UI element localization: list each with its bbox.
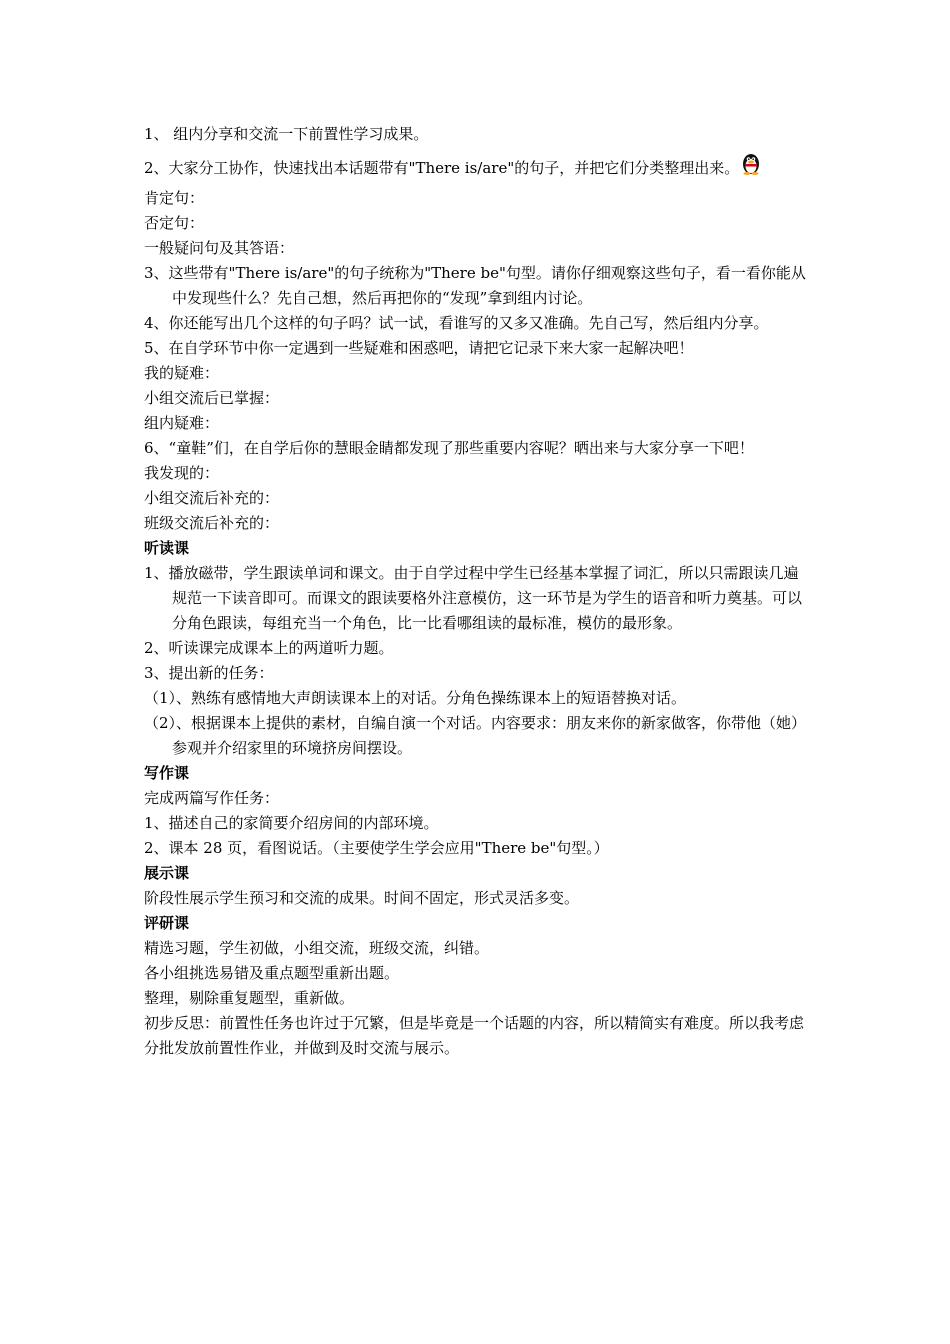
paragraph: 阶段性展示学生预习和交流的成果。时间不固定，形式灵活多变。 bbox=[144, 889, 580, 907]
paragraph: 4、你还能写出几个这样的句子吗？试一试，看谁写的又多又准确。先自己写，然后组内分享。 bbox=[144, 314, 769, 332]
paragraph: 我的疑难： bbox=[144, 364, 220, 382]
paragraph: 3、提出新的任务： bbox=[144, 664, 274, 682]
paragraph-with-emoticon bbox=[144, 151, 810, 176]
paragraph: 精选习题，学生初做，小组交流，班级交流，纠错。 bbox=[144, 939, 490, 957]
document-page bbox=[144, 122, 810, 1061]
paragraph: 小组交流后已掌握： bbox=[144, 389, 280, 407]
section-heading: 评研课 bbox=[144, 914, 190, 932]
paragraph: 我发现的： bbox=[144, 464, 220, 482]
paragraph: 3、这些带有"There is/are"的句子统称为"There be"句型。请你仔细观察这些句子，看一看你能从中发现些什么？先自己想，然后再把你的“发现”拿到组内讨论。 bbox=[144, 264, 806, 307]
section-heading: 写作课 bbox=[144, 764, 190, 782]
paragraph: 1、描述自己的家简要介绍房间的内部环境。 bbox=[144, 814, 439, 832]
paragraph: 6、“童鞋”们，在自学后你的慧眼金睛都发现了那些重要内容呢？晒出来与大家分享一下吧！ bbox=[144, 439, 754, 457]
paragraph: 完成两篇写作任务： bbox=[144, 789, 280, 807]
paragraph: 5、在自学环节中你一定遇到一些疑难和困惑吧，请把它记录下来大家一起解决吧！ bbox=[144, 339, 694, 357]
section-heading: 听读课 bbox=[144, 539, 190, 557]
paragraph: 各小组挑选易错及重点题型重新出题。 bbox=[144, 964, 400, 982]
paragraph: 2、课本 28 页，看图说话。（主要使学生学会应用"There be"句型。） bbox=[144, 839, 609, 857]
paragraph: 初步反思：前置性任务也许过于冗繁，但是毕竟是一个话题的内容，所以精简实有难度。所以我考虑分批发放前置性作业，并做到及时交流与展示。 bbox=[144, 1014, 805, 1057]
paragraph: 否定句： bbox=[144, 214, 205, 232]
penguin-icon bbox=[741, 151, 761, 175]
paragraph: （2）、根据课本上提供的素材，自编自演一个对话。内容要求：朋友来你的新家做客，你带他（她）参观并介绍家里的环境挤房间摆设。 bbox=[144, 714, 807, 757]
paragraph: 肯定句： bbox=[144, 189, 205, 207]
paragraph: （1）、熟练有感情地大声朗读课本上的对话。分角色操练课本上的短语替换对话。 bbox=[144, 689, 687, 707]
paragraph: 2、听读课完成课本上的两道听力题。 bbox=[144, 639, 394, 657]
paragraph: 1、播放磁带，学生跟读单词和课文。由于自学过程中学生已经基本掌握了词汇，所以只需跟读几遍规范一下读音即可。而课文的跟读要格外注意模仿，这一环节是为学生的语音和听力奠基。可以分角色跟读，每组充当一个角色，比一比看哪组读的最标准，模仿的最形象。 bbox=[144, 564, 803, 632]
section-heading: 展示课 bbox=[144, 864, 190, 882]
paragraph: 一般疑问句及其答语： bbox=[144, 239, 295, 257]
paragraph: 班级交流后补充的： bbox=[144, 514, 280, 532]
paragraph-text: 2、大家分工协作，快速找出本话题带有"There is/are"的句子，并把它们分类整理出来。 bbox=[144, 159, 740, 177]
paragraph: 1、 组内分享和交流一下前置性学习成果。 bbox=[144, 125, 429, 143]
paragraph: 整理，剔除重复题型，重新做。 bbox=[144, 989, 355, 1007]
paragraph: 组内疑难： bbox=[144, 414, 220, 432]
paragraph: 小组交流后补充的： bbox=[144, 489, 280, 507]
